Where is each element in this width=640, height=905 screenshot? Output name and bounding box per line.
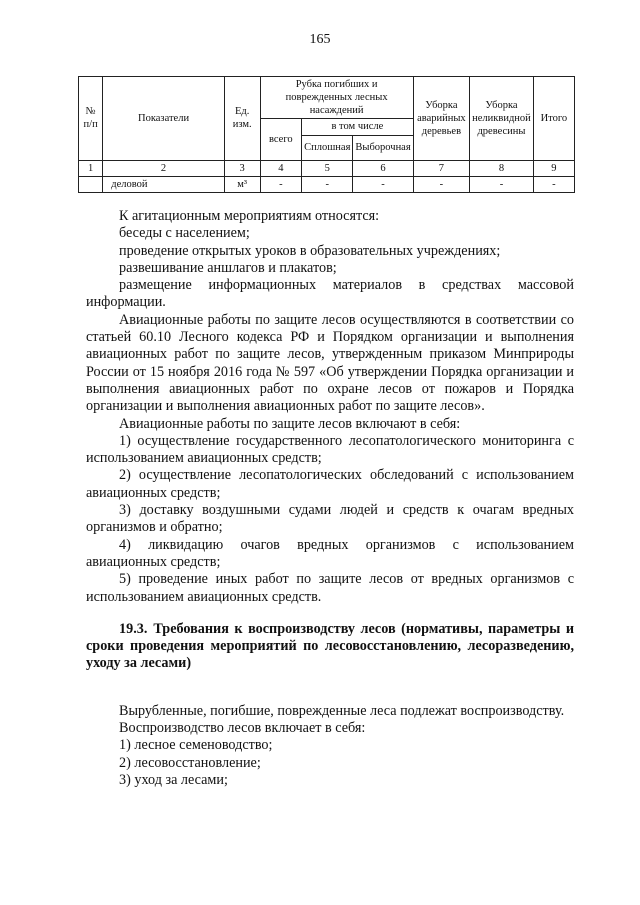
paragraph: проведение открытых уроков в образовательных учреждениях; bbox=[119, 242, 501, 259]
header-solid: Сплошная bbox=[302, 135, 353, 160]
cell-selective: - bbox=[353, 176, 413, 192]
col-number: 8 bbox=[470, 160, 534, 176]
cell-total: - bbox=[260, 176, 302, 192]
cell-solid: - bbox=[302, 176, 353, 192]
header-selective: Выборочная bbox=[353, 135, 413, 160]
paragraph: К агитационным мероприятиям относятся: bbox=[119, 208, 380, 224]
document-body bbox=[86, 208, 574, 789]
paragraph: развешивание аншлагов и плакатов; bbox=[119, 259, 337, 276]
header-unit: Ед. изм. bbox=[224, 77, 260, 161]
col-number: 9 bbox=[533, 160, 574, 176]
header-felling: Рубка погибших и поврежденных лесных насаждений bbox=[260, 77, 413, 119]
section-heading bbox=[86, 621, 574, 673]
paragraph: Воспроизводство лесов включает в себя: bbox=[119, 720, 366, 737]
col-number: 6 bbox=[353, 160, 413, 176]
paragraph: Авиационные работы по защите лесов включают в себя: bbox=[119, 415, 461, 432]
col-number: 7 bbox=[413, 160, 469, 176]
paragraph: Авиационные работы по защите лесов осуществляются в соответствии со статьей 60.10 Лесного кодекса РФ и Порядком организации и выполнения авиационных работ по защите лесов, утвержденным приказом Минприроды России от 15 ноября 2016 года № 597 «Об утверждении Порядка организации и выполнения авиационных работ по охране лесов от пожаров и Порядка организации и выполнения авиационных работ по защите лесов». bbox=[86, 311, 574, 415]
header-num: № п/п bbox=[79, 77, 103, 161]
list-item: 5) проведение иных работ по защите лесов от вредных организмов с использованием авиационных средств. bbox=[86, 571, 574, 605]
table-row bbox=[79, 176, 575, 192]
header-indicators: Показатели bbox=[103, 77, 225, 161]
forest-felling-table bbox=[78, 76, 575, 193]
header-itogo: Итого bbox=[533, 77, 574, 161]
header-illiquid: Уборка неликвидной древесины bbox=[470, 77, 534, 161]
section-title: Требования к воспроизводству лесов (нормативы, параметры и сроки проведения мероприятий по лесовосстановлению, лесоразведению, уходу за лесами) bbox=[86, 620, 574, 672]
page-number: 165 bbox=[309, 32, 331, 47]
list-item: 3) доставку воздушными судами людей и средств к очагам вредных организмов и обратно; bbox=[86, 502, 574, 536]
paragraph: размещение информационных материалов в средствах массовой информации. bbox=[86, 277, 574, 311]
header-including: в том числе bbox=[302, 119, 414, 135]
col-number: 5 bbox=[302, 160, 353, 176]
header-total: всего bbox=[260, 119, 302, 160]
header-cleanup: Уборка аварийных деревьев bbox=[413, 77, 469, 161]
cell-name: деловой bbox=[103, 176, 225, 192]
cell-unit: м³ bbox=[224, 176, 260, 192]
col-number: 4 bbox=[260, 160, 302, 176]
list-item: 1) лесное семеноводство; bbox=[119, 737, 273, 754]
list-item: 3) уход за лесами; bbox=[119, 771, 228, 788]
cell-cleanup: - bbox=[413, 176, 469, 192]
col-number: 2 bbox=[103, 160, 225, 176]
paragraph: Вырубленные, погибшие, поврежденные леса подлежат воспроизводству. bbox=[119, 702, 565, 719]
list-item: 1) осуществление государственного лесопатологического мониторинга с использованием авиационных средств; bbox=[86, 432, 574, 467]
cell-illiquid: - bbox=[470, 176, 534, 192]
section-number: 19.3. bbox=[119, 620, 148, 637]
col-number: 1 bbox=[79, 160, 103, 176]
cell-num bbox=[79, 176, 103, 192]
paragraph: беседы с населением; bbox=[119, 225, 250, 242]
list-item: 2) осуществление лесопатологических обследований с использованием авиационных средств; bbox=[86, 467, 574, 501]
list-item: 2) лесовосстановление; bbox=[119, 754, 261, 771]
col-number: 3 bbox=[224, 160, 260, 176]
cell-itogo: - bbox=[533, 176, 574, 192]
list-item: 4) ликвидацию очагов вредных организмов с использованием авиационных средств; bbox=[86, 536, 574, 570]
